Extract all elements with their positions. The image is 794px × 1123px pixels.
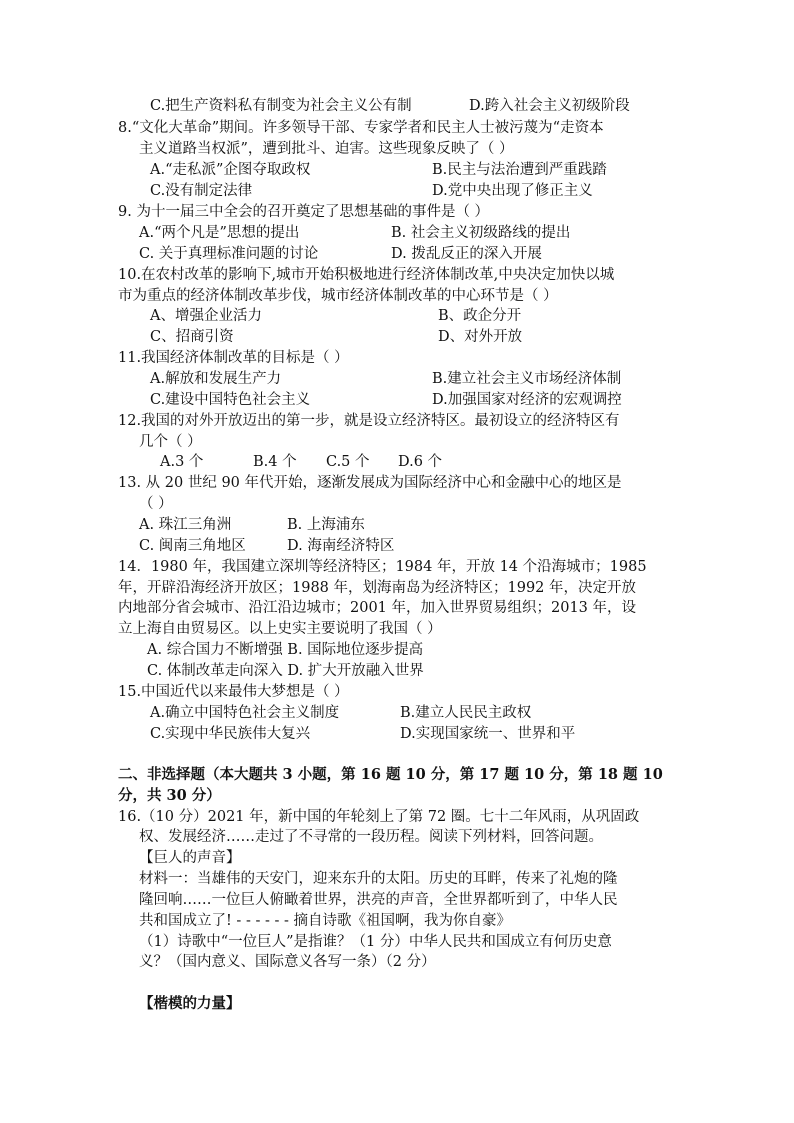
q8-stem-line2: 主义道路当权派”，遭到批斗、迫害。这些现象反映了（ ）: [139, 141, 514, 157]
q10-option-b: B、政企分开: [438, 308, 522, 324]
q16-subq1-line2: 义？（国内意义、国际意义各写一条）（2 分）: [139, 954, 436, 970]
q15-option-b: B.建立人民民主政权: [400, 705, 532, 721]
q12-stem-line2: 几个（ ）: [139, 434, 202, 450]
q12-option-a: A.3 个: [160, 454, 204, 470]
q13-option-c: C. 闽南三角地区: [139, 538, 246, 554]
q14-stem-line3: 内地部分省会城市、沿江沿边城市；2001 年，加入世界贸易组织；2013 年，设: [118, 600, 637, 616]
q8-stem-line1: 8.“文化大革命”期间。许多领导干部、专家学者和民主人士被污蔑为“走资本: [118, 120, 604, 136]
q8-option-b: B.民主与法治遭到严重践踏: [432, 162, 607, 178]
q16-material1-line2: 隆回响……一位巨人俯瞰着世界，洪亮的声音，全世界都听到了，中华人民: [139, 892, 618, 908]
section2-heading-line1: 二、非选择题（本大题共 3 小题，第 16 题 10 分，第 17 题 10 分，第 18 题 10: [118, 766, 663, 783]
q13-stem-line2: （ ）: [139, 496, 173, 512]
q9-option-a: A.“两个凡是”思想的提出: [139, 225, 300, 241]
q11-option-a: A.解放和发展生产力: [150, 371, 282, 387]
q16-stem-line2: 权、发展经济……走过了不寻常的一段历程。阅读下列材料，回答问题。: [139, 829, 603, 845]
q15-option-d: D.实现国家统一、世界和平: [400, 726, 576, 742]
q16-material1-line3: 共和国成立了! - - - - - - 摘自诗歌《祖国啊，我为你自豪》: [139, 913, 511, 929]
q12-stem-line1: 12.我国的对外开放迈出的第一步，就是设立经济特区。最初设立的经济特区有: [118, 413, 620, 429]
q10-option-a: A、增强企业活力: [150, 308, 262, 324]
q9-option-d: D. 拨乱反正的深入开展: [391, 246, 542, 262]
q16-stem-line1: 16.（10 分）2021 年，新中国的年轮刻上了第 72 圈。七十二年风雨，从巩固政: [118, 809, 640, 825]
q7-option-d: D.跨入社会主义初级阶段: [469, 98, 630, 114]
q16-part1-title: 【巨人的声音】: [139, 850, 241, 866]
q16-part2-title: 【楷模的力量】: [139, 995, 241, 1012]
q14-options-cd: C. 体制改革走向深入 D. 扩大开放融入世界: [147, 663, 424, 679]
q10-stem-line1: 10.在农村改革的影响下,城市开始积极地进行经济体制改革,中央决定加快以城: [118, 267, 615, 283]
q12-option-d: D.6 个: [398, 454, 443, 470]
q10-option-c: C、招商引资: [150, 329, 234, 345]
q12-option-b: B.4 个: [253, 454, 297, 470]
q14-options-ab: A. 综合国力不断增强 B. 国际地位逐步提高: [147, 642, 424, 658]
q8-option-d: D.党中央出现了修正主义: [432, 183, 593, 199]
q16-material1-line1: 材料一：当雄伟的天安门，迎来东升的太阳。历史的耳畔，传来了礼炮的隆: [139, 871, 618, 887]
q10-option-d: D、对外开放: [438, 329, 523, 345]
q14-stem-line2: 年，开辟沿海经济开放区；1988 年，划海南岛为经济特区；1992 年，决定开放: [118, 580, 637, 596]
q8-option-a: A.“走私派”企图夺取政权: [150, 162, 311, 178]
q15-stem: 15.中国近代以来最伟大梦想是（ ）: [118, 684, 349, 700]
q14-stem-line4: 立上海自由贸易区。以上史实主要说明了我国（ ）: [118, 621, 442, 637]
q9-stem: 9. 为十一届三中全会的召开奠定了思想基础的事件是（ ）: [118, 204, 490, 220]
q15-option-c: C.实现中华民族伟大复兴: [150, 726, 311, 742]
q13-option-b: B. 上海浦东: [287, 517, 365, 533]
q11-option-b: B.建立社会主义市场经济体制: [432, 371, 622, 387]
q14-stem-line1: 14．1980 年，我国建立深圳等经济特区；1984 年，开放 14 个沿海城市；1985: [118, 559, 647, 575]
q8-option-c: C.没有制定法律: [150, 183, 253, 199]
q9-option-b: B. 社会主义初级路线的提出: [391, 225, 571, 241]
q16-subq1-line1: （1）诗歌中“一位巨人”是指谁？（1 分）中华人民共和国成立有何历史意: [139, 934, 612, 950]
q11-option-d: D.加强国家对经济的宏观调控: [432, 392, 622, 408]
q13-option-d: D. 海南经济特区: [287, 538, 395, 554]
q7-option-c: C.把生产资料私有制变为社会主义公有制: [150, 98, 412, 114]
q11-option-c: C.建设中国特色社会主义: [150, 392, 311, 408]
q10-stem-line2: 市为重点的经济体制改革步伐，城市经济体制改革的中心环节是（ ）: [118, 288, 558, 304]
q13-option-a: A. 珠江三角洲: [139, 517, 232, 533]
q13-stem-line1: 13. 从 20 世纪 90 年代开始，逐渐发展成为国际经济中心和金融中心的地区是: [118, 475, 622, 491]
q15-option-a: A.确立中国特色社会主义制度: [150, 705, 340, 721]
q12-option-c: C.5 个: [326, 454, 370, 470]
section2-heading-line2: 分，共 30 分）: [118, 787, 221, 804]
q9-option-c: C. 关于真理标准问题的讨论: [139, 246, 319, 262]
q11-stem: 11.我国经济体制改革的目标是（ ）: [118, 350, 349, 366]
